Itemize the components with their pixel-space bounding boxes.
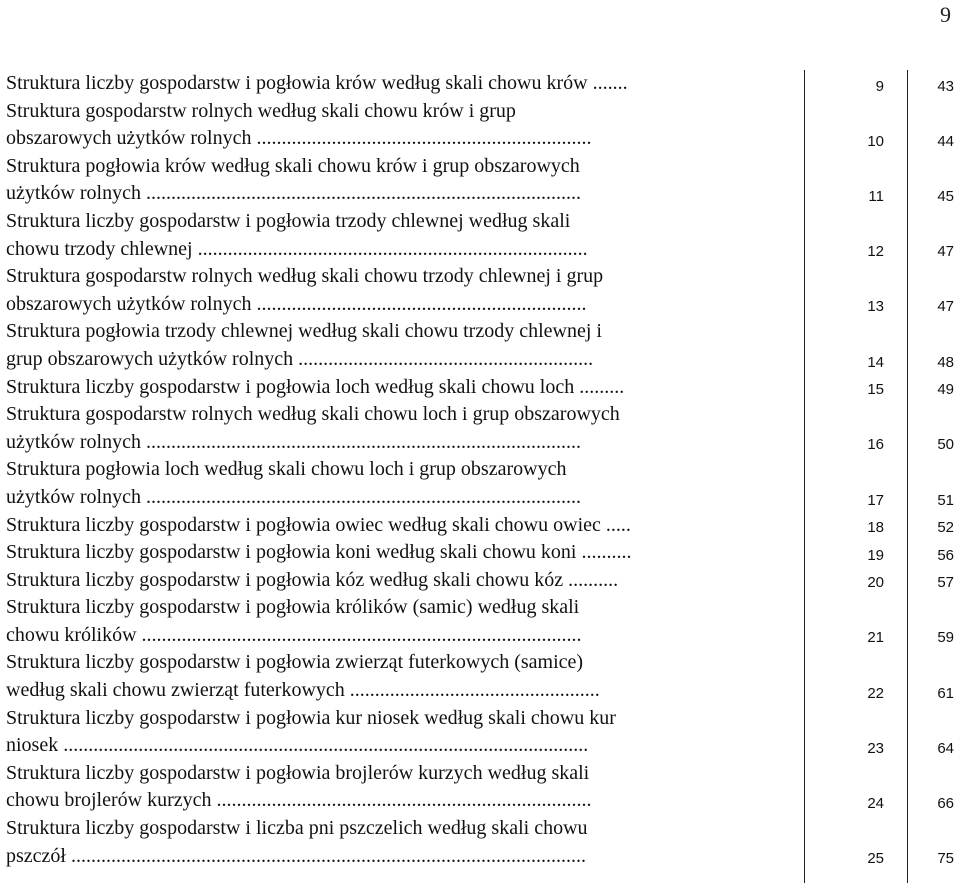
toc-entry-page-number: 51: [937, 491, 954, 509]
toc-entry-title: Struktura liczby gospodarstw i pogłowia brojlerów kurzych według skali chowu brojlerów kurzych ...........................................................................: [6, 761, 592, 812]
toc-entry-table-number: 23: [867, 739, 884, 757]
toc-entry-page-number: 66: [937, 795, 954, 813]
toc-entry: [0, 374, 959, 402]
toc-entry-title: Struktura pogłowia trzody chlewnej według skali chowu trzody chlewnej i grup obszarowych użytków rolnych ...........................................................: [6, 320, 602, 370]
toc-entry-table-number: 9: [875, 77, 884, 95]
toc-entry: [0, 208, 959, 263]
toc-entry-title: Struktura liczby gospodarstw i liczba pni pszczelich według skali chowu pszczół .......................................................................................................: [6, 817, 588, 867]
toc-entry-table-number: 21: [867, 629, 884, 647]
toc-entry-table-number: 25: [867, 850, 884, 868]
toc-entry-title: Struktura liczby gospodarstw i pogłowia kóz według skali chowu kóz ..........: [6, 568, 619, 591]
toc-entry: [0, 70, 959, 98]
toc-entry-page-number: 75: [937, 850, 954, 868]
toc-entry-title: Struktura gospodarstw rolnych według skali chowu krów i grup obszarowych użytków rolnych ...................................................................: [6, 99, 592, 150]
toc-entry: [0, 594, 959, 649]
toc-entry-page-number: 49: [937, 381, 954, 399]
table-of-contents: [0, 70, 959, 870]
toc-entry-page-number: 45: [937, 187, 954, 205]
toc-entry-table-number: 11: [868, 187, 884, 205]
toc-entry: [0, 263, 959, 318]
toc-entry-title: Struktura liczby gospodarstw i pogłowia krów według skali chowu krów .......: [6, 72, 628, 94]
toc-entry-table-number: 19: [867, 546, 884, 564]
toc-entry-page-number: 61: [937, 684, 954, 702]
toc-entry-page-number: 57: [937, 574, 954, 592]
toc-entry-title: Struktura liczby gospodarstw i pogłowia trzody chlewnej według skali chowu trzody chlewnej ..............................................................................: [6, 209, 588, 260]
toc-entry-title: Struktura liczby gospodarstw i pogłowia królików (samic) według skali chowu królików ........................................................................................: [6, 596, 582, 646]
toc-entry-table-number: 22: [867, 684, 884, 702]
toc-entry: [0, 649, 959, 704]
toc-entry: [0, 760, 959, 815]
toc-entry-table-number: 14: [867, 353, 884, 371]
toc-entry-page-number: 59: [937, 629, 954, 647]
toc-entry: [0, 512, 959, 540]
toc-entry-page-number: 52: [937, 519, 954, 537]
toc-entry-table-number: 17: [867, 491, 884, 509]
toc-entry-table-number: 13: [867, 298, 884, 316]
toc-entry-table-number: 24: [867, 795, 884, 813]
toc-entry-title: Struktura liczby gospodarstw i pogłowia loch według skali chowu loch .........: [6, 375, 625, 398]
toc-entry-page-number: 56: [937, 546, 954, 564]
toc-entry-title: Struktura liczby gospodarstw i pogłowia owiec według skali chowu owiec .....: [6, 513, 631, 536]
toc-entry-page-number: 50: [937, 436, 954, 454]
toc-entry: [0, 815, 959, 870]
toc-entry: [0, 153, 959, 208]
toc-entry-title: Struktura liczby gospodarstw i pogłowia zwierząt futerkowych (samice) według skali chowu zwierząt futerkowych ..................................................: [6, 651, 600, 702]
toc-entry: [0, 318, 959, 373]
toc-entry-page-number: 48: [937, 353, 954, 371]
toc-entry: [0, 705, 959, 760]
page-number: 9: [940, 2, 951, 27]
toc-entry-page-number: 47: [937, 243, 954, 261]
toc-entry-page-number: 64: [937, 739, 954, 757]
toc-entry: [0, 456, 959, 511]
toc-entry-table-number: 12: [867, 243, 884, 261]
toc-entry: [0, 539, 959, 567]
toc-entry-title: Struktura pogłowia krów według skali chowu krów i grup obszarowych użytków rolnych .......................................................................................: [6, 154, 581, 205]
toc-entry-title: Struktura pogłowia loch według skali chowu loch i grup obszarowych użytków rolnych .......................................................................................: [6, 458, 581, 508]
toc-entry: [0, 98, 959, 153]
toc-entry-table-number: 15: [867, 381, 884, 399]
toc-entry-table-number: 20: [867, 574, 884, 592]
toc-entry: [0, 567, 959, 595]
toc-entry-title: Struktura gospodarstw rolnych według skali chowu loch i grup obszarowych użytków rolnych .......................................................................................: [6, 403, 620, 453]
toc-entry-page-number: 47: [937, 298, 954, 316]
toc-entry-page-number: 44: [937, 132, 954, 150]
toc-entry-table-number: 16: [867, 436, 884, 454]
toc-entry: [0, 401, 959, 456]
toc-entry-table-number: 18: [867, 519, 884, 537]
toc-entry-title: Struktura gospodarstw rolnych według skali chowu trzody chlewnej i grup obszarowych użytków rolnych ..................................................................: [6, 265, 604, 315]
toc-entry-title: Struktura liczby gospodarstw i pogłowia koni według skali chowu koni ..........: [6, 541, 632, 564]
toc-entry-page-number: 43: [937, 77, 954, 95]
toc-entry-table-number: 10: [867, 132, 884, 150]
toc-entry-title: Struktura liczby gospodarstw i pogłowia kur niosek według skali chowu kur niosek .........................................................................................................: [6, 706, 616, 757]
